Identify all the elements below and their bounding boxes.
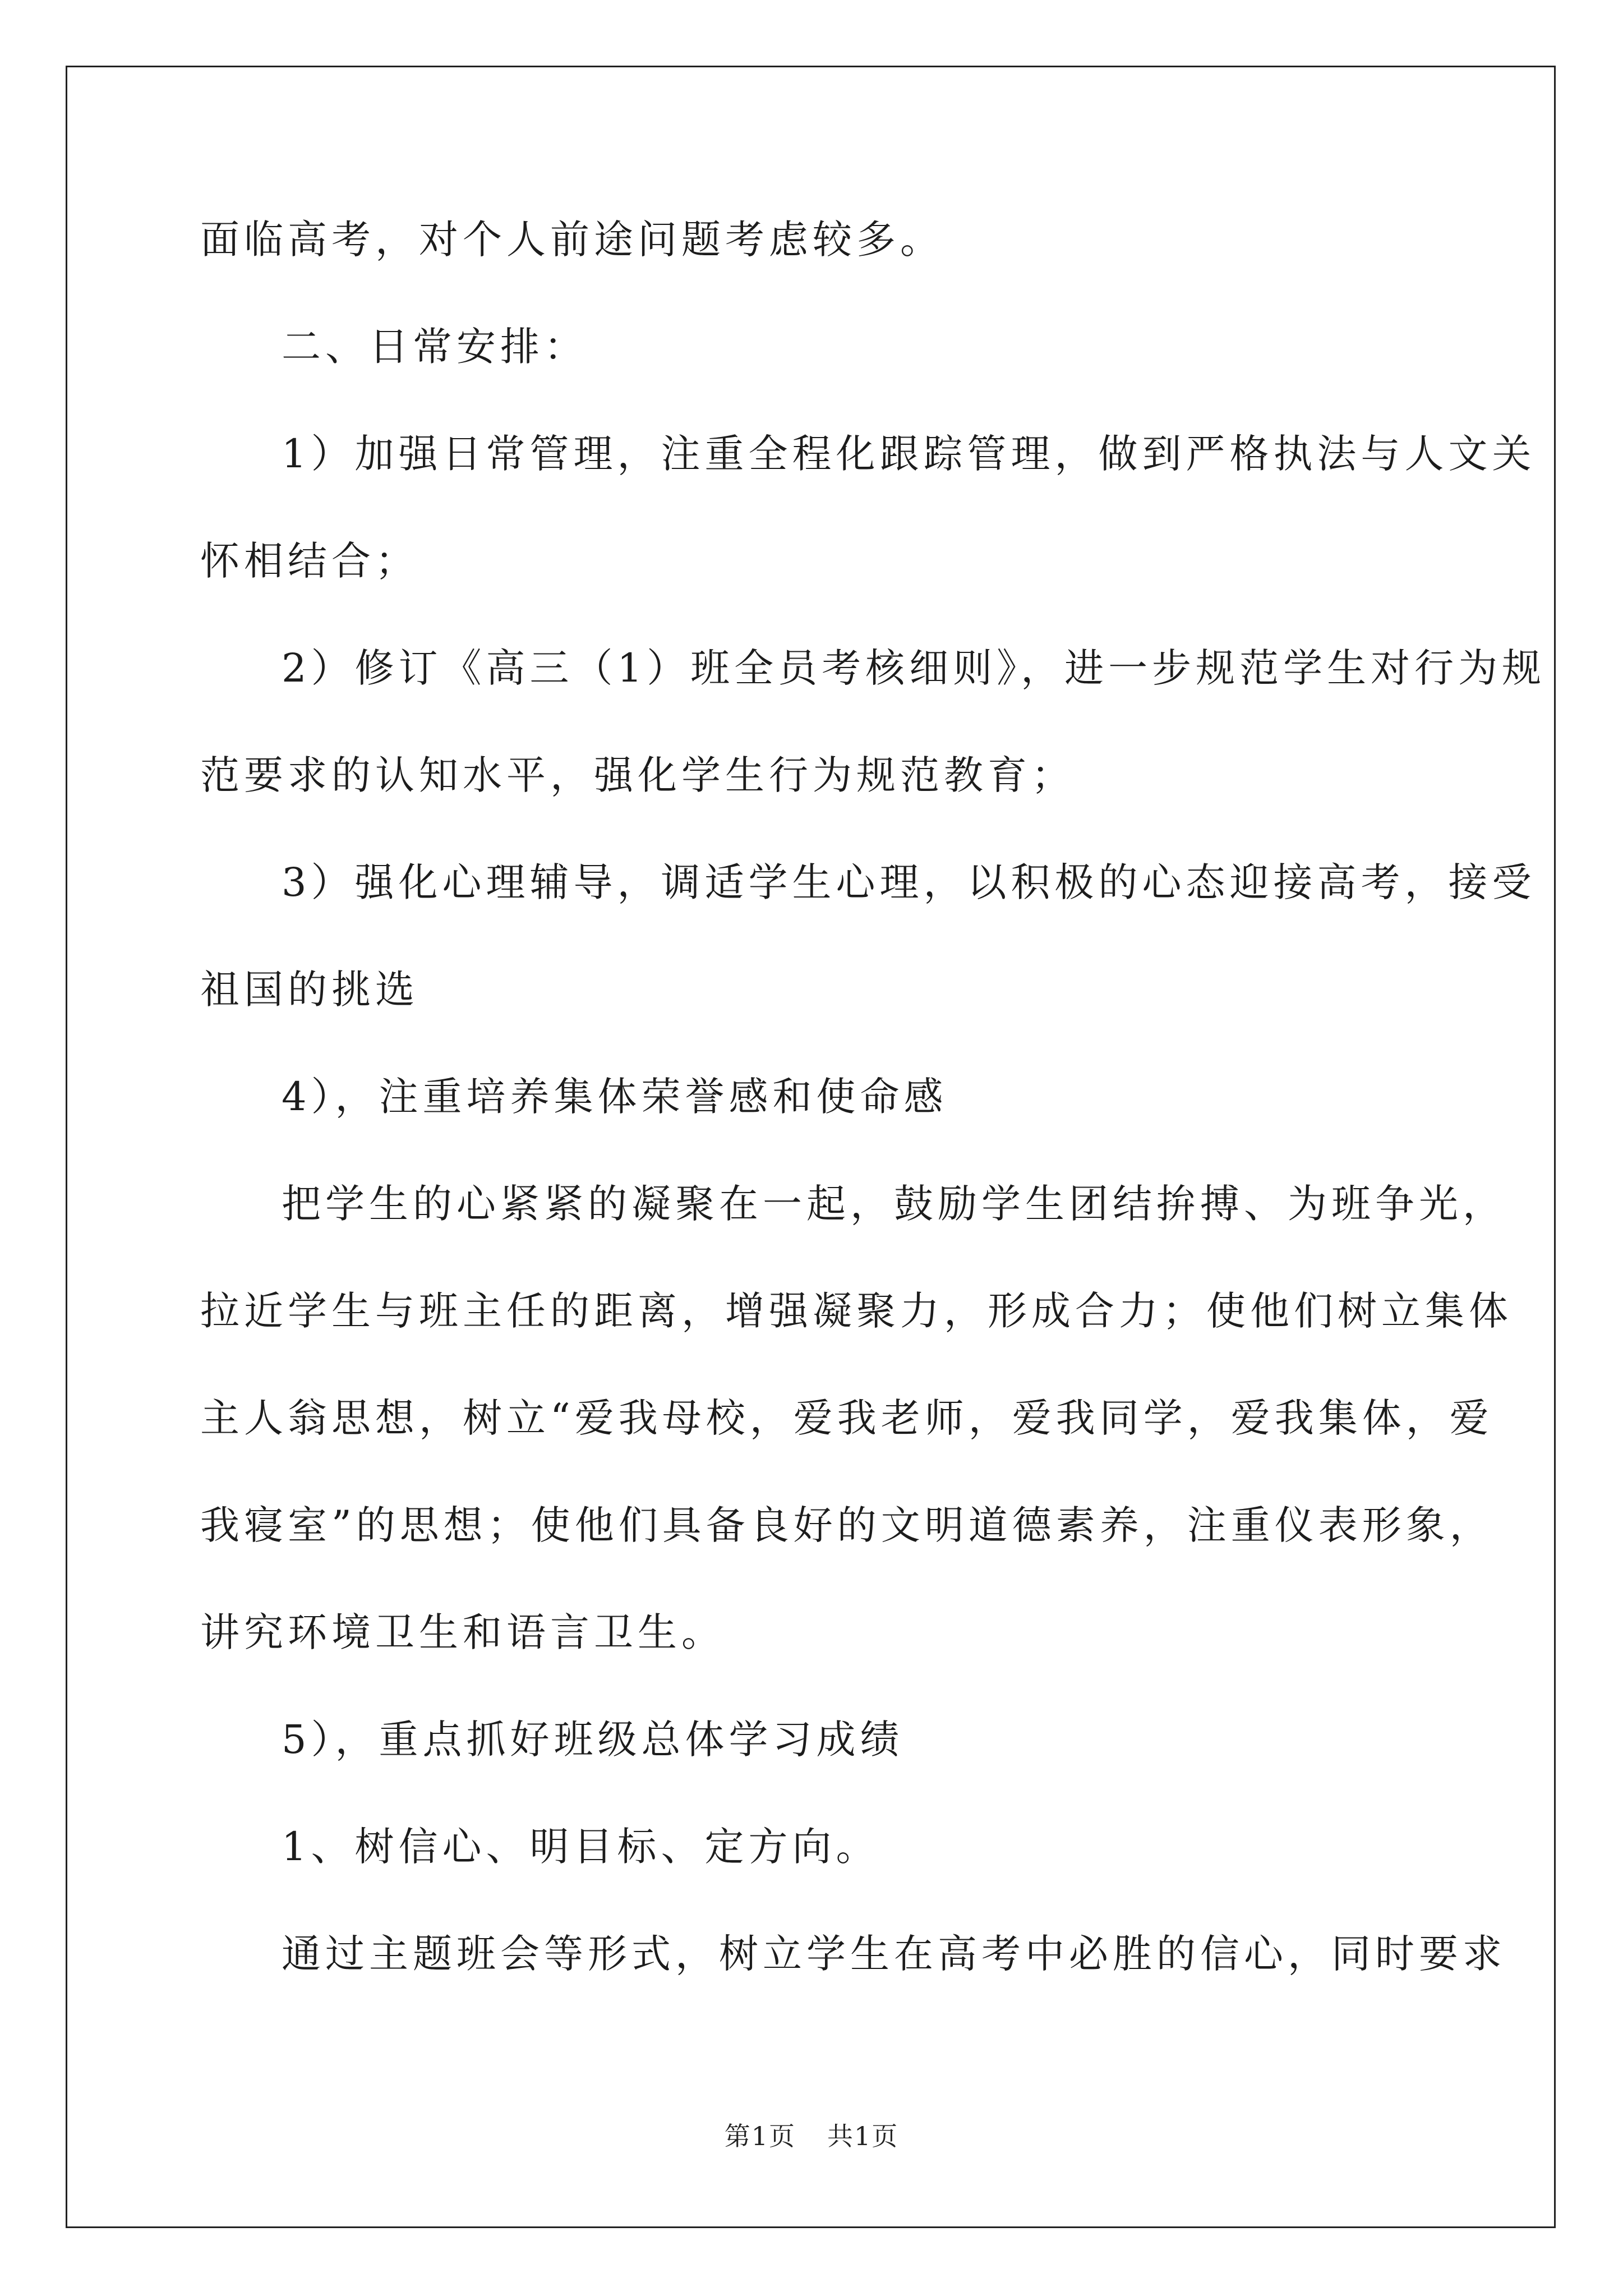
- text-line: 3）强化心理辅导，调适学生心理，以积极的心态迎接高考，接受: [282, 859, 1536, 905]
- page-number: 第1页: [724, 2121, 796, 2151]
- document-body: [200, 213, 1546, 2035]
- text-line: 1）加强日常管理，注重全程化跟踪管理，做到严格执法与人文关: [282, 431, 1536, 477]
- section-heading: 二、日常安排：: [282, 324, 588, 370]
- text-line: 2）修订《高三（1）班全员考核细则》，进一步规范学生对行为规: [282, 645, 1546, 691]
- text-line: 主人翁思想，树立“爱我母校，爱我老师，爱我同学，爱我集体，爱: [200, 1395, 1493, 1441]
- text-line: 通过主题班会等形式，树立学生在高考中必胜的信心，同时要求: [282, 1931, 1506, 1977]
- text-line: 讲究环境卫生和语言卫生。: [200, 1609, 725, 1655]
- text-line: 怀相结合；: [200, 538, 419, 584]
- text-line: 1、树信心、明目标、定方向。: [282, 1824, 880, 1870]
- text-line: 把学生的心紧紧的凝聚在一起，鼓励学生团结拚搏、为班争光，: [282, 1181, 1506, 1227]
- text-line: 面临高考，对个人前途问题考虑较多。: [200, 217, 944, 263]
- text-line: 拉近学生与班主任的距离，增强凝聚力，形成合力；使他们树立集体: [200, 1288, 1513, 1334]
- page-footer: [0, 2119, 1623, 2153]
- text-line: 5），重点抓好班级总体学习成绩: [282, 1717, 904, 1763]
- text-line: 范要求的认知水平，强化学生行为规范教育；: [200, 752, 1075, 798]
- text-line: 我寝室”的思想；使他们具备良好的文明道德素养，注重仪表形象，: [200, 1502, 1493, 1548]
- text-line: 祖国的挑选: [200, 967, 419, 1013]
- text-line: 4），注重培养集体荣誉感和使命感: [282, 1074, 948, 1120]
- page-total: 共1页: [827, 2121, 899, 2151]
